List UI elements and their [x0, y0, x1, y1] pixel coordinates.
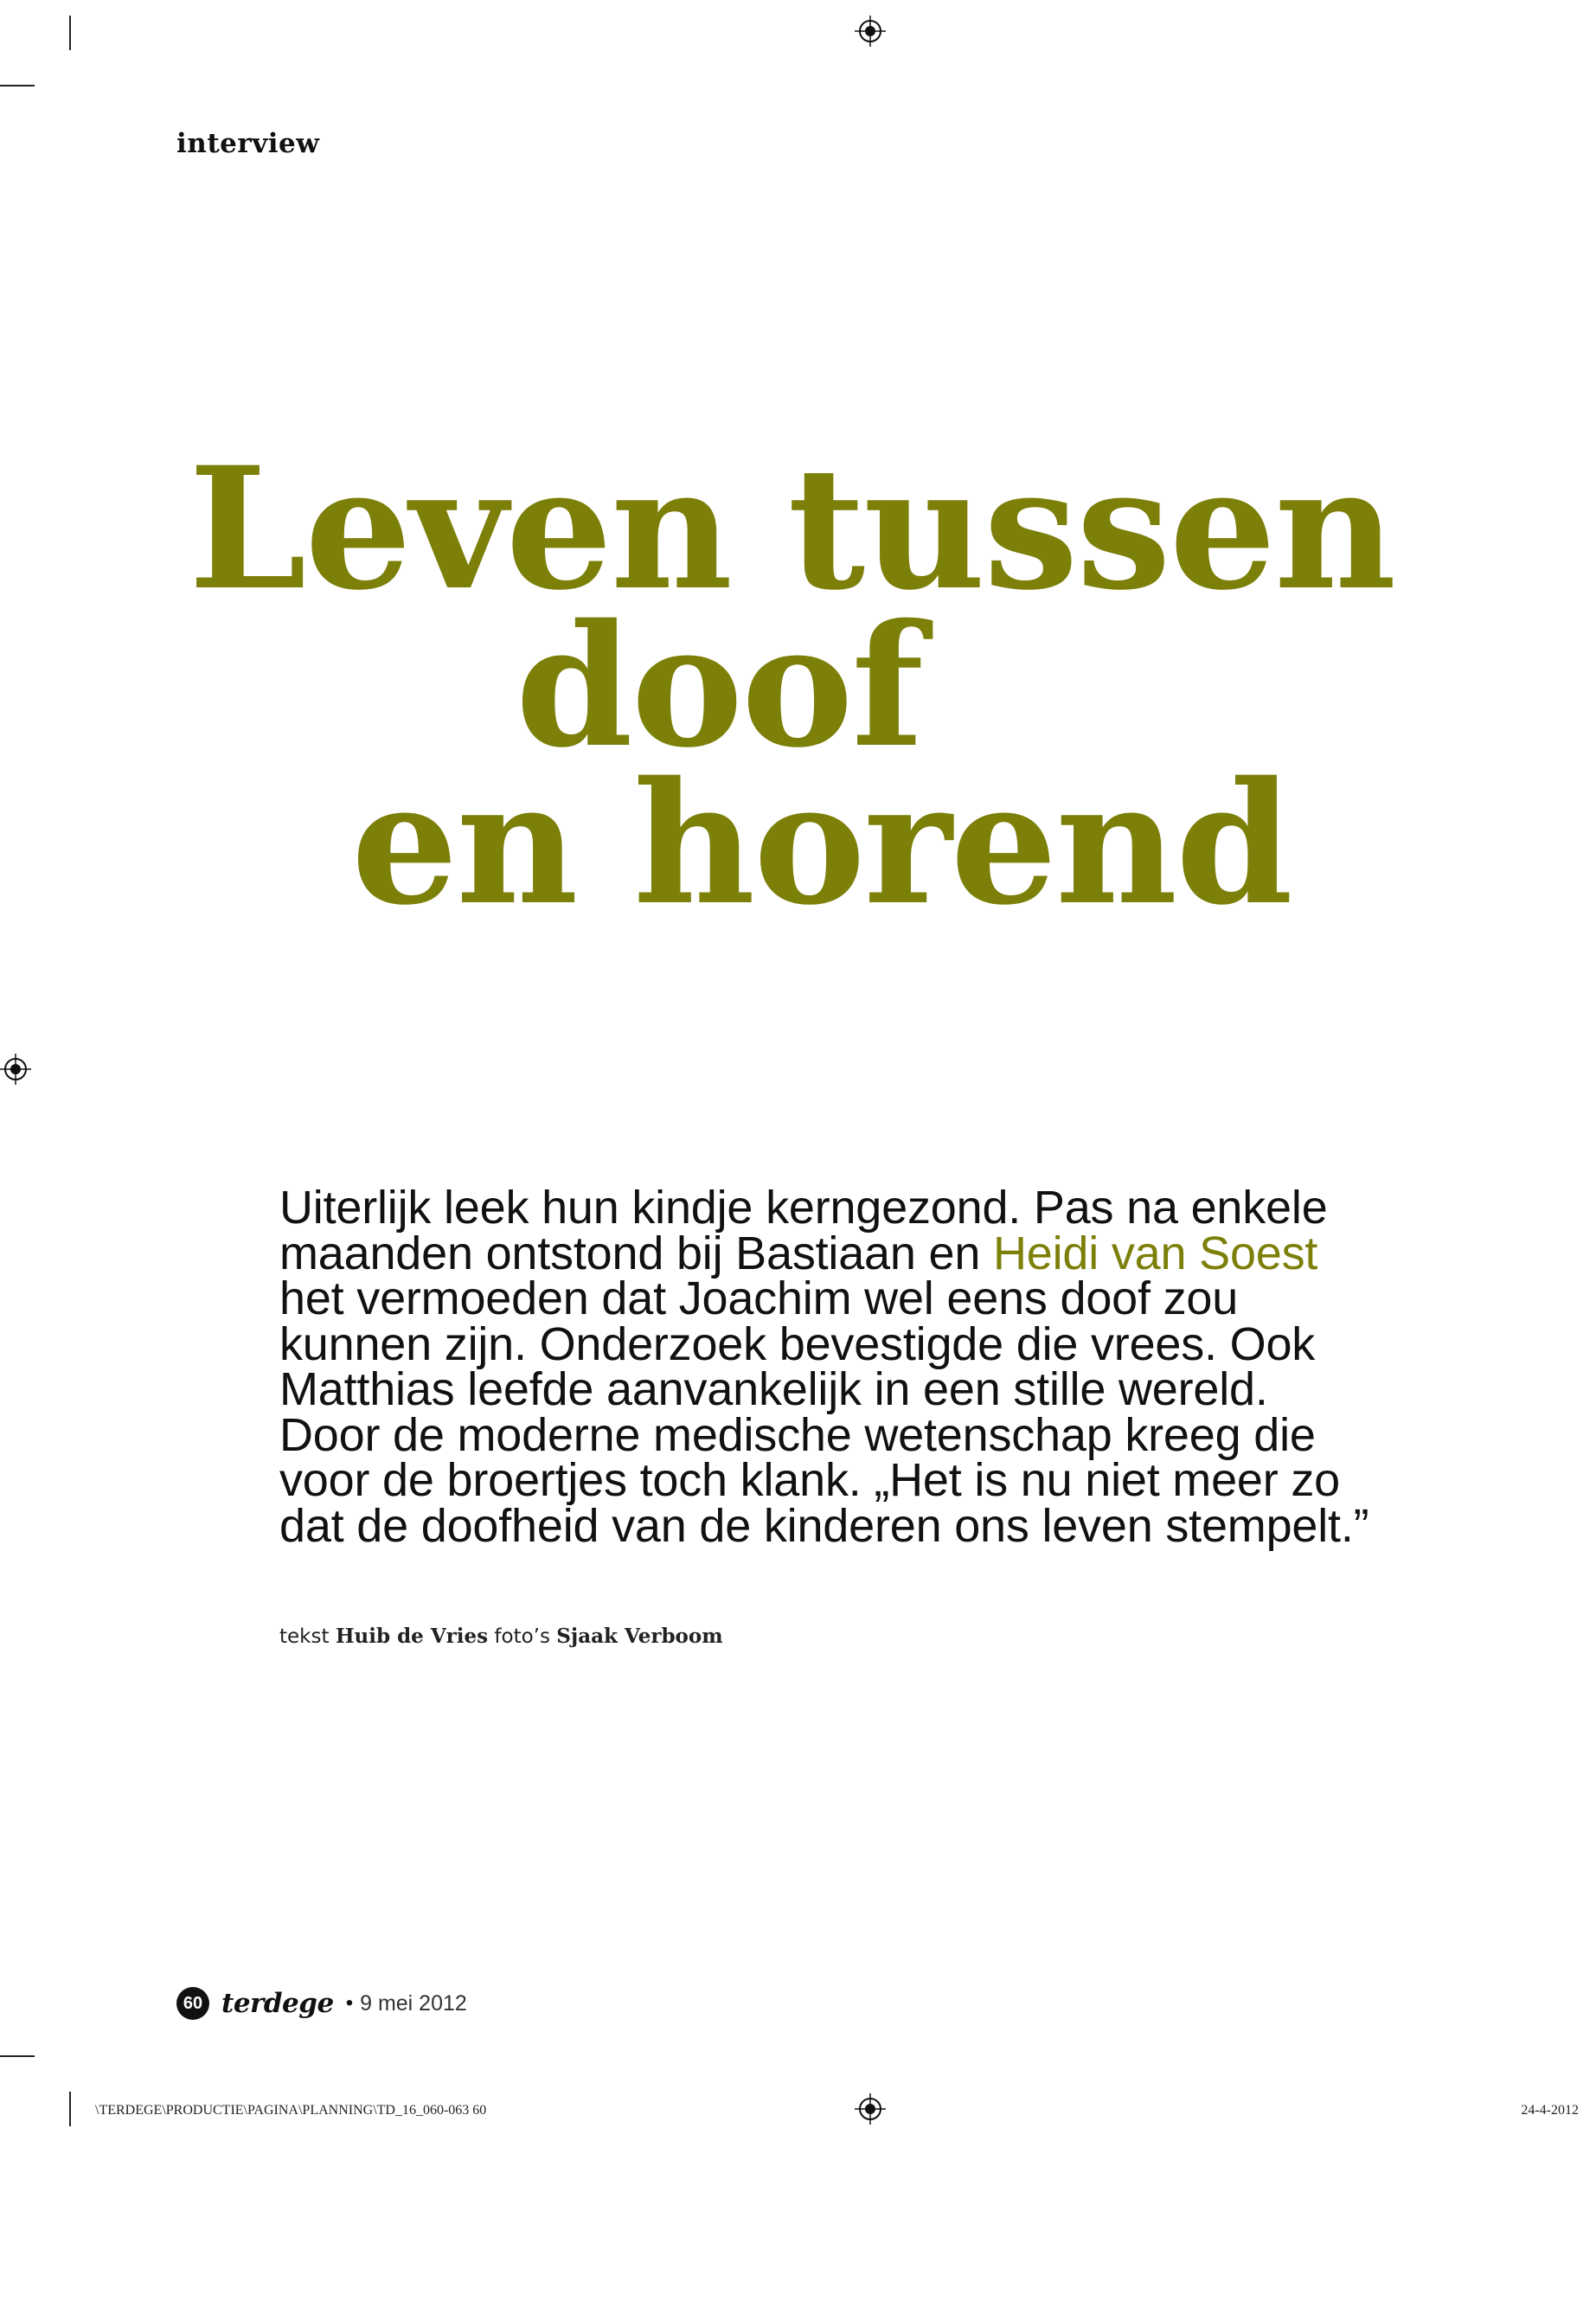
intro-line-text: maanden ontstond bij Bastiaan en: [279, 1227, 993, 1279]
section-label: interview: [176, 128, 320, 159]
intro-line: Door de moderne medische wetenschap kreeg die: [279, 1408, 1316, 1461]
headline-line-1: Leven tussen: [189, 430, 1395, 627]
crop-mark-top-left-vertical: [69, 16, 71, 50]
crop-mark-bottom-left-vertical: [69, 2092, 71, 2126]
intro-line: dat de doofheid van de kinderen ons leven stempelt.”: [279, 1499, 1369, 1552]
page-number-badge: 60: [176, 1987, 209, 2020]
headline-line-2: doof: [516, 587, 922, 785]
highlighted-name: Heidi van Soest: [993, 1227, 1318, 1279]
page-footer: [176, 1986, 467, 2021]
intro-line: kunnen zijn. Onderzoek bevestigde die vrees. Ook: [279, 1317, 1316, 1370]
intro-line: Matthias leefde aanvankelijk in een stille wereld.: [279, 1363, 1268, 1415]
registration-mark-top-icon: [855, 16, 886, 47]
print-slug-date: 24-4-2012: [1521, 2103, 1579, 2118]
crop-mark-top-left-horizontal: [0, 85, 35, 87]
intro-line: [279, 1227, 1490, 1279]
intro-paragraph: [279, 1182, 1490, 1552]
intro-line: Uiterlijk leek hun kindje kerngezond. Pas na enkele: [279, 1182, 1328, 1234]
print-slug-path: \TERDEGE\PRODUCTIE\PAGINA\PLANNING\TD_16_060-063 60: [95, 2103, 487, 2118]
registration-mark-bottom-icon: [855, 2093, 886, 2125]
byline-photo-label: foto’s: [494, 1625, 550, 1648]
byline-photographer: Sjaak Verboom: [556, 1625, 723, 1648]
headline-line-3: en horend: [351, 745, 1292, 942]
headline: [0, 430, 1596, 942]
magazine-logo: terdege: [221, 1988, 334, 2019]
intro-line: voor de broertjes toch klank. „Het is nu niet meer zo: [279, 1454, 1340, 1506]
footer-bullet: •: [345, 1991, 354, 2015]
byline-text-label: tekst: [279, 1625, 330, 1648]
issue-date: 9 mei 2012: [360, 1990, 467, 2016]
intro-line: het vermoeden dat Joachim wel eens doof zou: [279, 1272, 1239, 1324]
byline-author: Huib de Vries: [335, 1625, 489, 1648]
byline: [279, 1625, 723, 1648]
registration-mark-left-icon: [0, 1054, 31, 1085]
crop-mark-bottom-left-horizontal: [0, 2055, 35, 2057]
